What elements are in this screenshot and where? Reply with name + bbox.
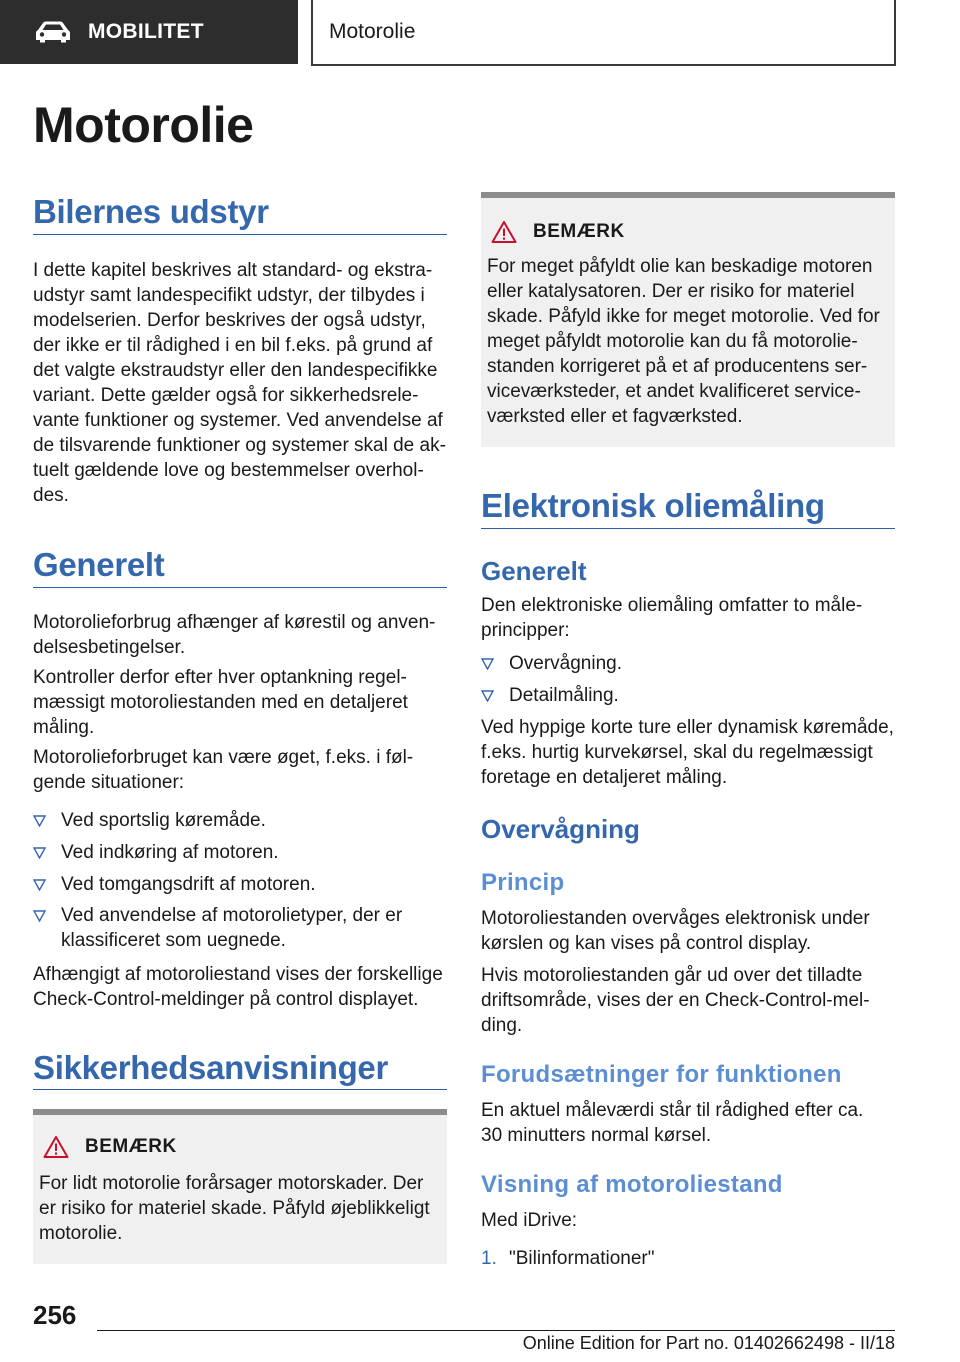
generelt-paragraph: Motorolieforbrug afhænger af kørestil og anven- delsesbetingelser.: [33, 612, 436, 658]
heading-rule: [33, 234, 447, 235]
subheading-forudsaetninger: Forudsætninger for funktionen: [481, 1061, 842, 1088]
section-tab[interactable]: [0, 0, 298, 64]
triangle-bullet-icon: [33, 847, 46, 859]
generelt-paragraph: Motorolieforbruget kan være øget, f.eks. i føl- gende situationer:: [33, 747, 414, 793]
car-icon: [34, 20, 72, 44]
note-header: [491, 220, 625, 244]
forudsaetninger-paragraph: En aktuel måleværdi står til rådighed efter ca. 30 minutters normal kørsel.: [481, 1100, 864, 1146]
generelt-paragraph: Afhængigt af motoroliestand vises der forskellige Check-Control-meldinger på control displayet.: [33, 964, 443, 1010]
list-item: Overvågning.: [481, 651, 895, 676]
page-title: Motorolie: [33, 97, 254, 153]
step-text: "Bilinformationer": [509, 1248, 655, 1269]
note-text: For meget påfyldt olie kan beskadige motoren eller katalysatoren. Der er risiko for materiel skade. Påfyld ikke for meget motorolie. Ved for meget påfyldt motorolie kan du få motorolie- standen korrigeret på et af producentens ser- viceværksteder, et andet kvalificeret service- værksted eller et fagværksted.: [487, 256, 880, 427]
warning-note: [33, 1109, 447, 1264]
list-item: Ved sportslig køremåde.: [33, 808, 447, 833]
subheading-visning: Visning af motoroliestand: [481, 1171, 783, 1198]
warning-note: [481, 192, 895, 447]
note-label: BEMÆRK: [533, 221, 625, 242]
triangle-bullet-icon: [481, 690, 494, 702]
triangle-bullet-icon: [33, 879, 46, 891]
heading-elektronisk-oliemaaling: Elektronisk oliemåling: [481, 487, 825, 524]
princip-paragraph: Motoroliestanden overvåges elektronisk under kørslen og kan vises på control display.: [481, 908, 870, 954]
warning-triangle-icon: [491, 220, 517, 244]
list-item: Ved anvendelse af motorolietyper, der er klassificeret som uegnede.: [33, 903, 447, 953]
numbered-step: [481, 1246, 895, 1271]
udstyr-paragraph: I dette kapitel beskrives alt standard- og ekstra- udstyr samt landespecifikt udstyr, der tilbydes i modelserien. Derfor beskrives der også udstyr, der ikke er til rådighed i en bil f.eks. på grund af det valgte ekstraudstyr eller den landespecifikke variant. Dette gælder også for sikkerhedsrele- vante funktioner og systemer. Ved anvendelse af de tilsvarende funktioner og systemer skal de ak- tuelt gældende love og bestemmelser overhol- des.: [33, 260, 446, 506]
page-number: 256: [33, 1300, 77, 1330]
note-text: For lidt motorolie forårsager motorskader. Der er risiko for materiel skade. Påfyld øjeblikkeligt motorolie.: [39, 1173, 430, 1244]
topic-tab[interactable]: [311, 0, 896, 66]
step-number: 1.: [481, 1248, 497, 1269]
heading-bilernes-udstyr: Bilernes udstyr: [33, 193, 269, 230]
heading-rule: [481, 528, 895, 529]
list-item: Ved indkøring af motoren.: [33, 840, 447, 865]
triangle-bullet-icon: [33, 815, 46, 827]
section-label: MOBILITET: [88, 20, 204, 43]
warning-triangle-icon: [43, 1135, 69, 1159]
edition-text: Online Edition for Part no. 01402662498 - II/18: [522, 1333, 895, 1353]
list-item: Ved tomgangsdrift af motoren.: [33, 872, 447, 897]
heading-sikkerhedsanvisninger: Sikkerhedsanvisninger: [33, 1049, 389, 1086]
heading-rule: [33, 587, 447, 588]
generelt-paragraph: Kontroller derfor efter hver optankning regel- mæssigt motoroliestanden med en detaljeret måling.: [33, 667, 408, 738]
subheading-overvaagning: Overvågning: [481, 814, 640, 844]
subheading-generelt: Generelt: [481, 556, 587, 586]
triangle-bullet-icon: [481, 658, 494, 670]
heading-generelt: Generelt: [33, 546, 165, 583]
topic-label: Motorolie: [329, 20, 416, 43]
heading-rule: [33, 1089, 447, 1090]
subheading-princip: Princip: [481, 869, 565, 896]
triangle-bullet-icon: [33, 910, 46, 922]
generelt-paragraph: Ved hyppige korte ture eller dynamisk køremåde, f.eks. hurtig kurvekørsel, skal du regelmæssigt foretage en detaljeret måling.: [481, 717, 894, 788]
list-item: Detailmåling.: [481, 683, 895, 708]
note-label: BEMÆRK: [85, 1136, 177, 1157]
visning-paragraph: Med iDrive:: [481, 1210, 578, 1231]
princip-paragraph: Hvis motoroliestanden går ud over det tilladte driftsområde, vises der en Check-Control-mel- ding.: [481, 965, 870, 1036]
generelt-paragraph: Den elektroniske oliemåling omfatter to måle- principper:: [481, 595, 863, 641]
note-header: [43, 1135, 177, 1159]
